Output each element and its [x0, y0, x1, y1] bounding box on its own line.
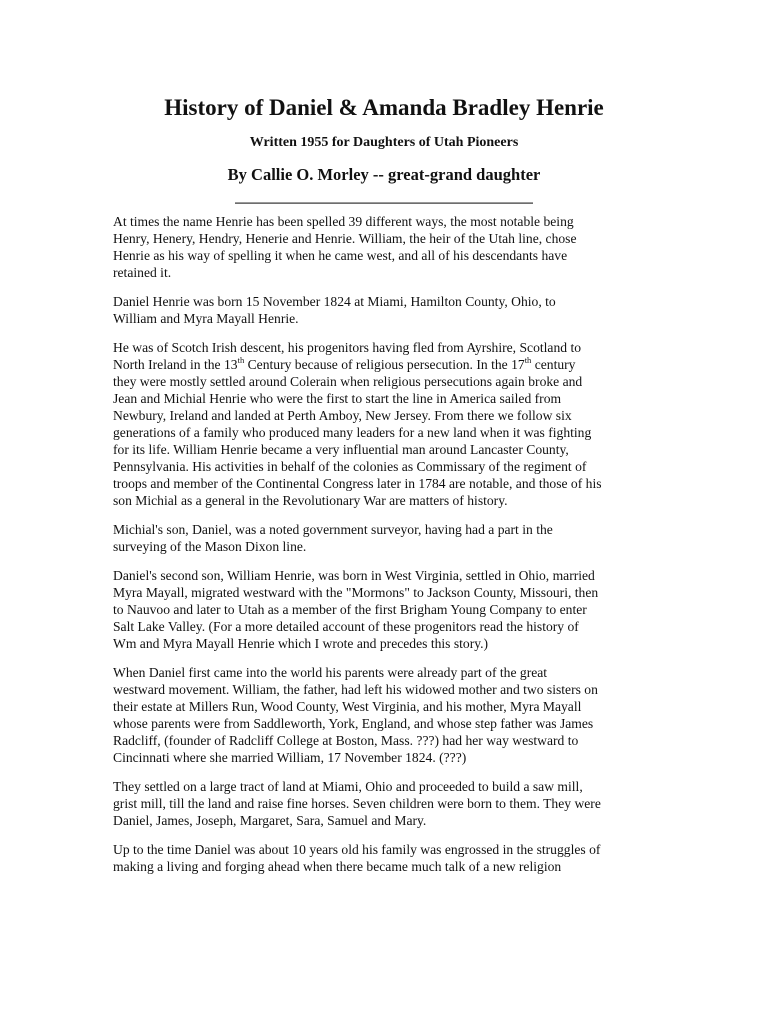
text-fragment: century — [531, 357, 576, 372]
paragraph-religion — [113, 841, 658, 875]
paragraph-ancestry — [113, 339, 658, 509]
paragraph-william — [113, 567, 658, 652]
text-line: Michial's son, Daniel, was a noted government surveyor, having had a part in the — [113, 522, 553, 537]
text-line: Pennsylvania. His activities in behalf of the colonies as Commissary of the regiment of — [113, 459, 587, 474]
text-line: Wm and Myra Mayall Henrie which I wrote and precedes this story.) — [113, 636, 489, 651]
text-line: son Michial as a general in the Revolutionary War are matters of history. — [113, 493, 508, 508]
paragraph-settlement — [113, 778, 658, 829]
text-line: Newbury, Ireland and landed at Perth Amboy, New Jersey. From there we follow six — [113, 408, 572, 423]
paragraph-birth — [113, 293, 658, 327]
text-line: Up to the time Daniel was about 10 years old his family was engrossed in the struggles of — [113, 842, 601, 857]
text-line: generations of a family who produced many leaders for a new land when it was fighting — [113, 425, 592, 440]
text-line: their estate at Millers Run, Wood County, West Virginia, and his mother, Myra Mayall — [113, 699, 582, 714]
text-line: surveying of the Mason Dixon line. — [113, 539, 307, 554]
text-line: Daniel, James, Joseph, Margaret, Sara, Samuel and Mary. — [113, 813, 427, 828]
text-fragment: North Ireland in the 13 — [113, 357, 238, 372]
document-title: History of Daniel & Amanda Bradley Henrie — [164, 95, 604, 120]
text-line: whose parents were from Saddleworth, York, England, and whose step father was James — [113, 716, 594, 731]
text-line: Henrie as his way of spelling it when he came west, and all of his descendants have — [113, 248, 568, 263]
paragraph-westward — [113, 664, 658, 766]
text-line: they were mostly settled around Colerain when religious persecutions again broke and — [113, 374, 583, 389]
text-line: troops and member of the Continental Congress later in 1784 are notable, and those of his — [113, 476, 602, 491]
document-subtitle: Written 1955 for Daughters of Utah Pioneers — [249, 135, 519, 150]
paragraph-name-spellings — [113, 213, 658, 281]
text-line: retained it. — [113, 265, 172, 280]
text-line: Henry, Henery, Hendry, Henerie and Henrie. William, the heir of the Utah line, chose — [113, 231, 577, 246]
ordinal-superscript: th — [237, 355, 245, 365]
text-fragment: Century because of religious persecution. In the 17 — [244, 357, 525, 372]
text-line: At times the name Henrie has been spelled 39 different ways, the most notable being — [113, 214, 574, 229]
text-line: to Nauvoo and later to Utah as a member of the first Brigham Young Company to enter — [113, 602, 587, 617]
text-line-with-superscripts — [113, 357, 575, 372]
text-line: Radcliff, (founder of Radcliff College at Boston, Mass. ???) had her way westward to — [113, 733, 579, 748]
paragraph-surveyor — [113, 521, 658, 555]
text-line: Salt Lake Valley. (For a more detailed account of these progenitors read the history of — [113, 619, 579, 634]
title-divider — [235, 202, 533, 204]
author-byline: By Callie O. Morley -- great-grand daughter — [227, 165, 541, 184]
document-body — [113, 213, 658, 887]
text-line: Jean and Michial Henrie who were the first to start the line in America sailed from — [113, 391, 562, 406]
text-line: Myra Mayall, migrated westward with the "Mormons" to Jackson County, Missouri, then — [113, 585, 599, 600]
text-line: He was of Scotch Irish descent, his progenitors having fled from Ayrshire, Scotland to — [113, 340, 582, 355]
text-line: They settled on a large tract of land at Miami, Ohio and proceeded to build a saw mill, — [113, 779, 583, 794]
text-line: William and Myra Mayall Henrie. — [113, 311, 299, 326]
text-line: for its life. William Henrie became a very influential man around Lancaster County, — [113, 442, 569, 457]
text-line: Daniel's second son, William Henrie, was born in West Virginia, settled in Ohio, married — [113, 568, 595, 583]
text-line: When Daniel first came into the world his parents were already part of the great — [113, 665, 548, 680]
text-line: grist mill, till the land and raise fine horses. Seven children were born to them. They were — [113, 796, 601, 811]
ordinal-superscript: th — [524, 355, 532, 365]
text-line: making a living and forging ahead when there became much talk of a new religion — [113, 859, 562, 874]
text-line: westward movement. William, the father, had left his widowed mother and two sisters on — [113, 682, 598, 697]
text-line: Daniel Henrie was born 15 November 1824 at Miami, Hamilton County, Ohio, to — [113, 294, 556, 309]
text-line: Cincinnati where she married William, 17 November 1824. (???) — [113, 750, 467, 765]
